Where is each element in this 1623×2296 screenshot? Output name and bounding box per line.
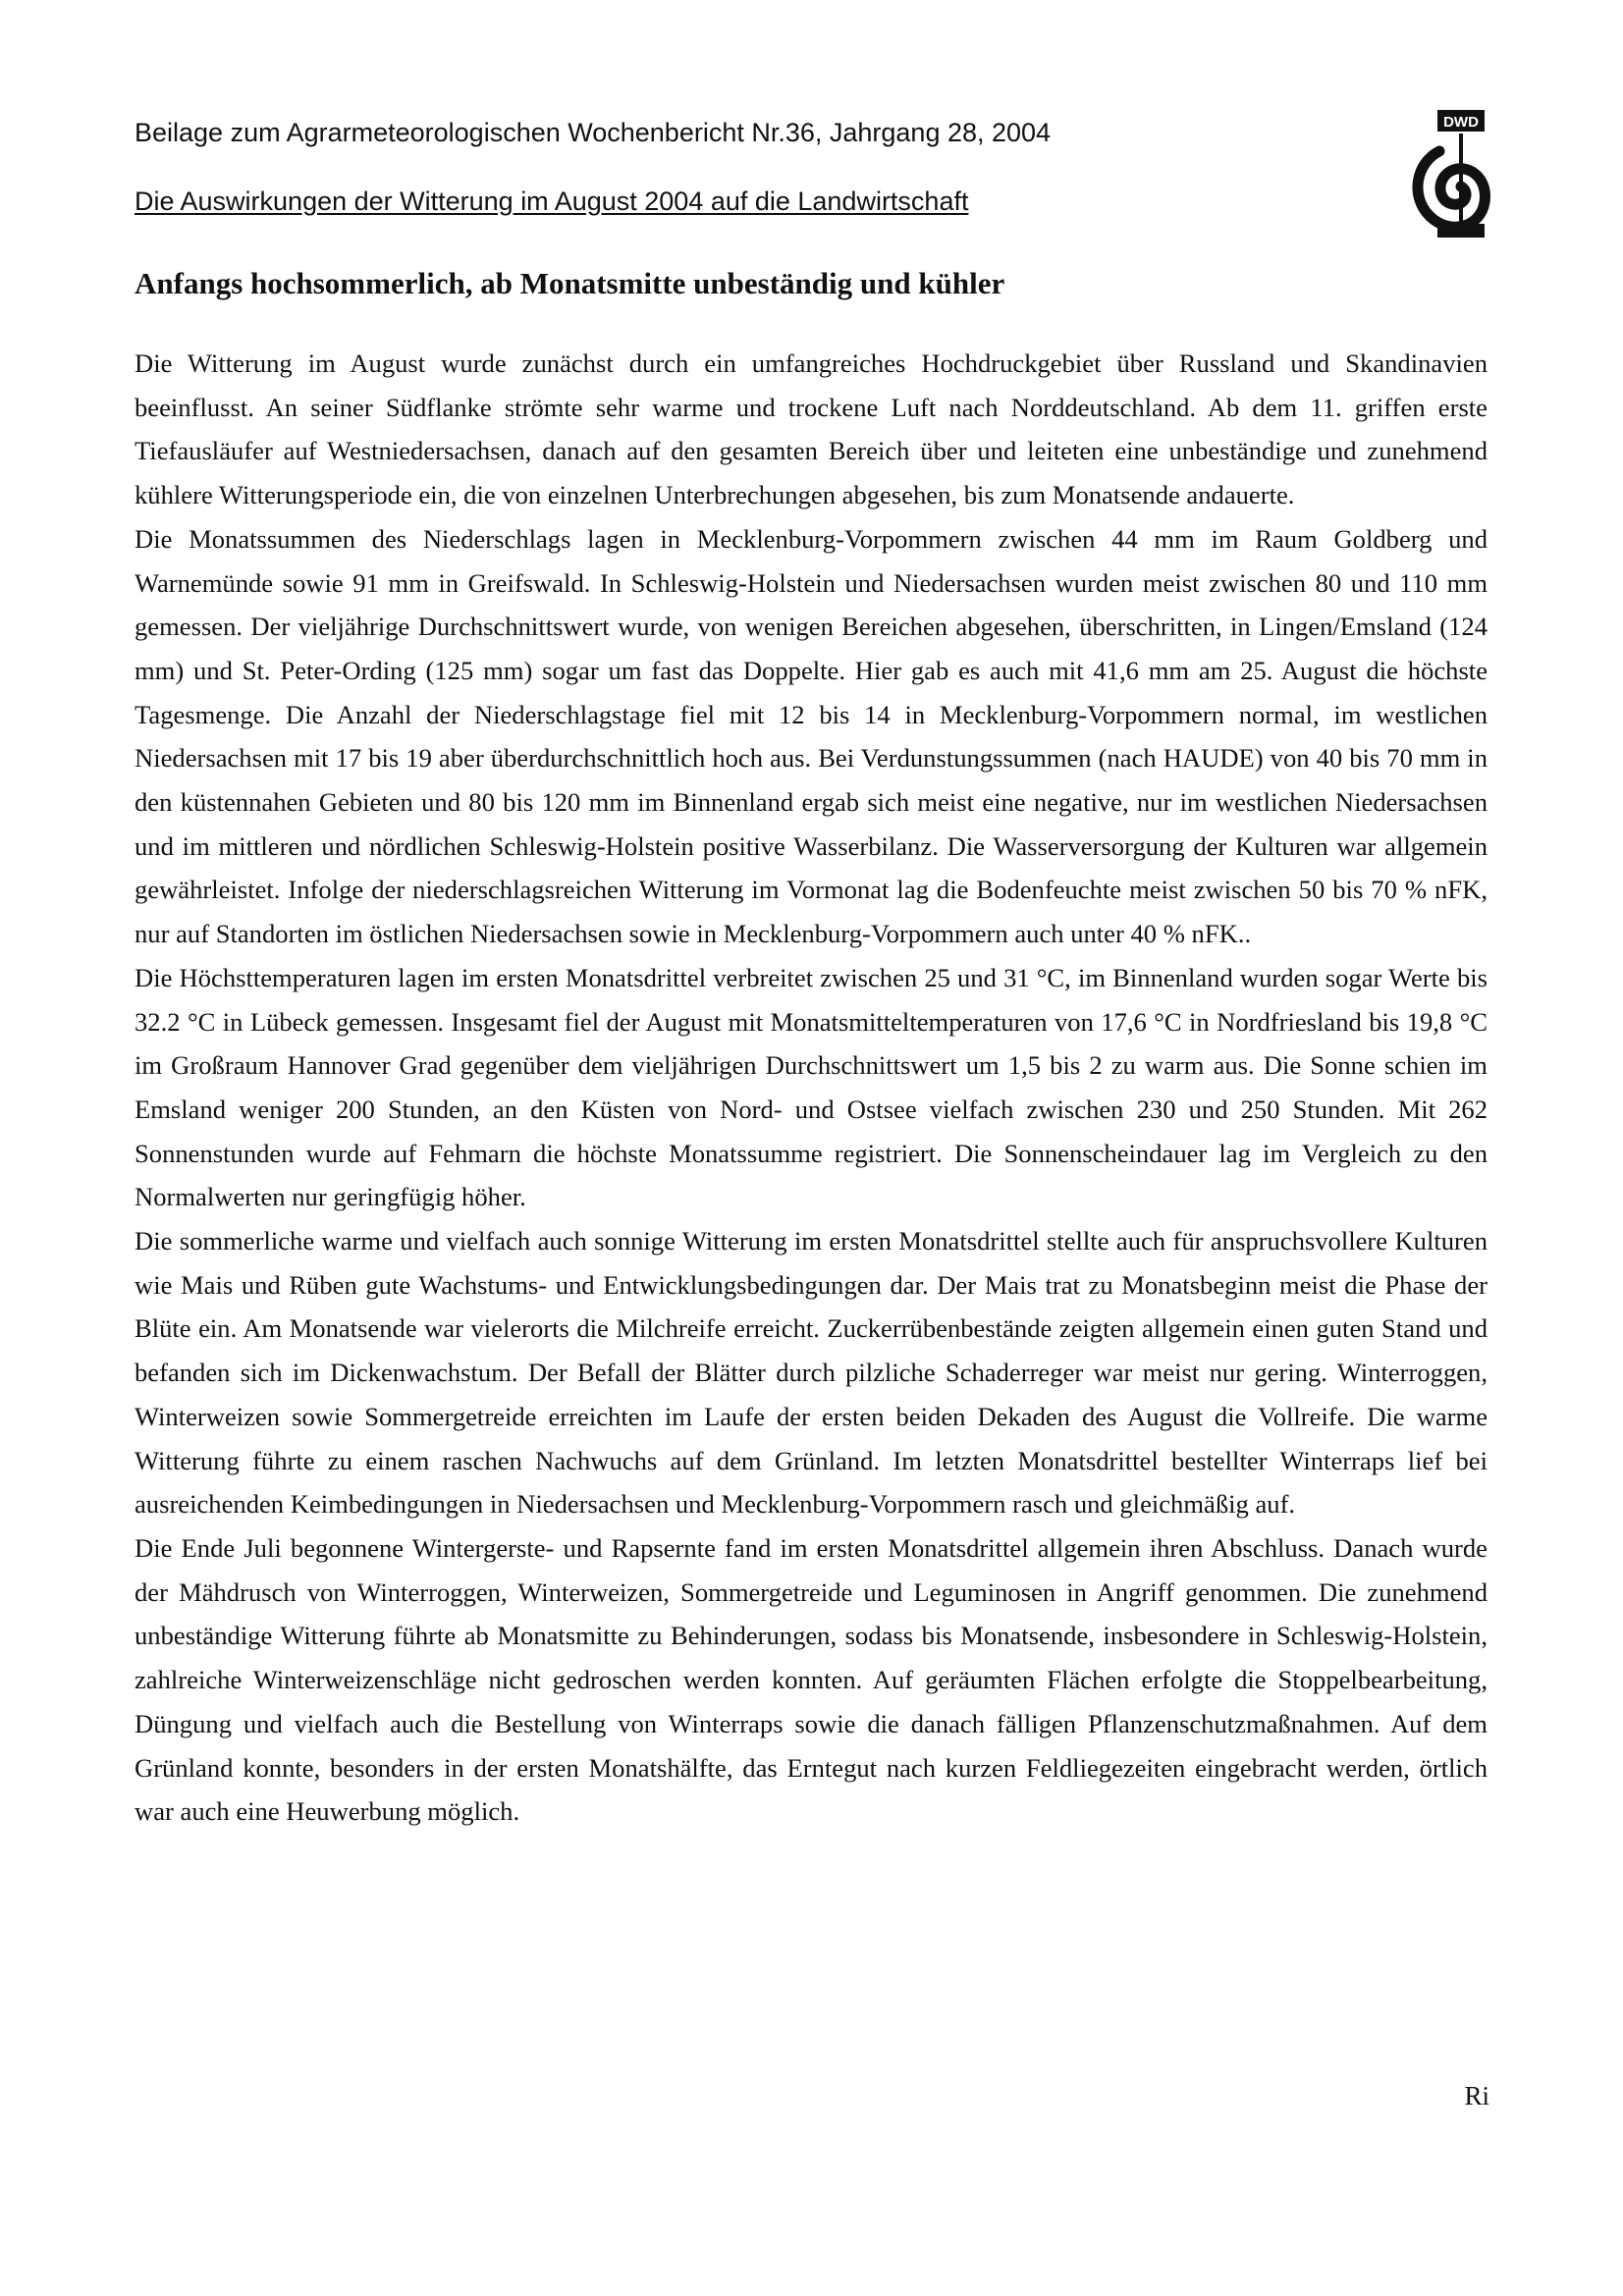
paragraph-temperature-sunshine: Die Höchsttemperaturen lagen im ersten Monatsdrittel verbreitet zwischen 25 und 31 °C, im Binnenland wurden sogar Werte bis 32.2 °C in Lübeck gemessen. Insgesamt fiel der August mit Monatsmitteltemperaturen von 17,6 °C in Nordfriesland bis 19,8 °C im Großraum Hannover Grad gegenüber dem vieljährigen Durchschnittswert um 1,5 bis 2 zu warm aus. Die Sonne schien im Emsland weniger 200 Stunden, an den Küsten von Nord- und Ostsee vielfach zwischen 230 und 250 Stunden. Mit 262 Sonnenstunden wurde auf Fehmarn die höchste Monatssumme registriert. Die Sonnenscheindauer lag im Vergleich zu den Normalwerten nur geringfügig höher. [135, 962, 1488, 1212]
paragraph-crop-development: Die sommerliche warme und vielfach auch sonnige Witterung im ersten Monatsdrittel stellte auch für anspruchsvollere Kulturen wie Mais und Rüben gute Wachstums- und Entwicklungsbedingungen dar. Der Mais trat zu Monatsbeginn meist die Phase der Blüte ein. Am Monatsende war vielerorts die Milchreife erreicht. Zuckerrübenbestände zeigten allgemein einen guten Stand und befanden sich im Dickenwachstum. Der Befall der Blätter durch pilzliche Schaderreger war meist nur gering. Winterroggen, Winterweizen sowie Sommergetreide erreichten im Laufe der ersten beiden Dekaden des August die Vollreife. Die warme Witterung führte zu einem raschen Nachwuchs auf dem Grünland. Im letzten Monatsdrittel bestellter Winterraps lief bei ausreichenden Keimbedingungen in Niedersachsen und Mecklenburg-Vorpommern rasch und gleichmäßig auf. [135, 1226, 1488, 1520]
author-signature: Ri [1464, 2081, 1489, 2110]
paragraph-precipitation: Die Monatssummen des Niederschlags lagen in Mecklenburg-Vorpommern zwischen 44 mm im Raum Goldberg und Warnemünde sowie 91 mm in Greifswald. In Schleswig-Holstein und Niedersachsen wurden meist zwischen 80 und 110 mm gemessen. Der vieljährige Durchschnittswert wurde, von wenigen Bereichen abgesehen, überschritten, in Lingen/Emsland (124 mm) und St. Peter-Ording (125 mm) sogar um fast das Doppelte. Hier gab es auch mit 41,6 mm am 25. August die höchste Tagesmenge. Die Anzahl der Niederschlagstage fiel mit 12 bis 14 in Mecklenburg-Vorpommern normal, im westlichen Niedersachsen mit 17 bis 19 aber überdurchschnittlich hoch aus. Bei Verdunstungssummen (nach HAUDE) von 40 bis 70 mm in den küstennahen Gebieten und 80 bis 120 mm im Binnenland ergab sich meist eine negative, nur im westlichen Niedersachsen und im mittleren und nördlichen Schleswig-Holstein positive Wasserbilanz. Die Wasserversorgung der Kulturen war allgemein gewährleistet. Infolge der niederschlagsreichen Witterung im Vormonat lag die Bodenfeuchte meist zwischen 50 bis 70 % nFK, nur auf Standorten im östlichen Niedersachsen sowie in Mecklenburg-Vorpommern auch unter 40 % nFK.. [135, 523, 1488, 949]
paragraph-weather-overview: Die Witterung im August wurde zunächst durch ein umfangreiches Hochdruckgebiet über Russland und Skandinavien beeinflusst. An seiner Südflanke strömte sehr warme und trockene Luft nach Norddeutschland. Ab dem 11. griffen erste Tiefausläufer auf Westniedersachsen, danach auf den gesamten Bereich über und leiteten eine unbeständige und zunehmend kühlere Witterungsperiode ein, die von einzelnen Unterbrechungen abgesehen, bis zum Monatsende andauerte. [135, 348, 1488, 510]
dwd-spiral-logo-icon [1402, 106, 1490, 253]
document-subtitle: Die Auswirkungen der Witterung im August 2004 auf die Landwirtschaft [135, 187, 969, 216]
dwd-logo [1402, 106, 1490, 253]
supplement-line: Beilage zum Agrarmeteorologischen Wochenbericht Nr.36, Jahrgang 28, 2004 [135, 118, 1052, 147]
logo-text: DWD [1443, 114, 1479, 131]
article-headline: Anfangs hochsommerlich, ab Monatsmitte unbeständig und kühler [135, 266, 1005, 300]
paragraph-harvest: Die Ende Juli begonnene Wintergerste- und Rapsernte fand im ersten Monatsdrittel allgemein ihren Abschluss. Danach wurde der Mähdrusch von Winterroggen, Winterweizen, Sommergetreide und Leguminosen in Angriff genommen. Die zunehmend unbeständige Witterung führte ab Monatsmitte zu Behinderungen, sodass bis Monatsende, insbesondere in Schleswig-Holstein, zahlreiche Winterweizenschläge nicht gedroschen werden konnten. Auf geräumten Flächen erfolgte die Stoppelbearbeitung, Düngung und vielfach auch die Bestellung von Winterraps sowie die danach fälligen Pflanzenschutzmaßnahmen. Auf dem Grünland konnte, besonders in der ersten Monatshälfte, das Erntegut nach kurzen Feldliegezeiten eingebracht werden, örtlich war auch eine Heuwerbung möglich. [135, 1532, 1488, 1827]
article-body [135, 342, 1488, 1834]
